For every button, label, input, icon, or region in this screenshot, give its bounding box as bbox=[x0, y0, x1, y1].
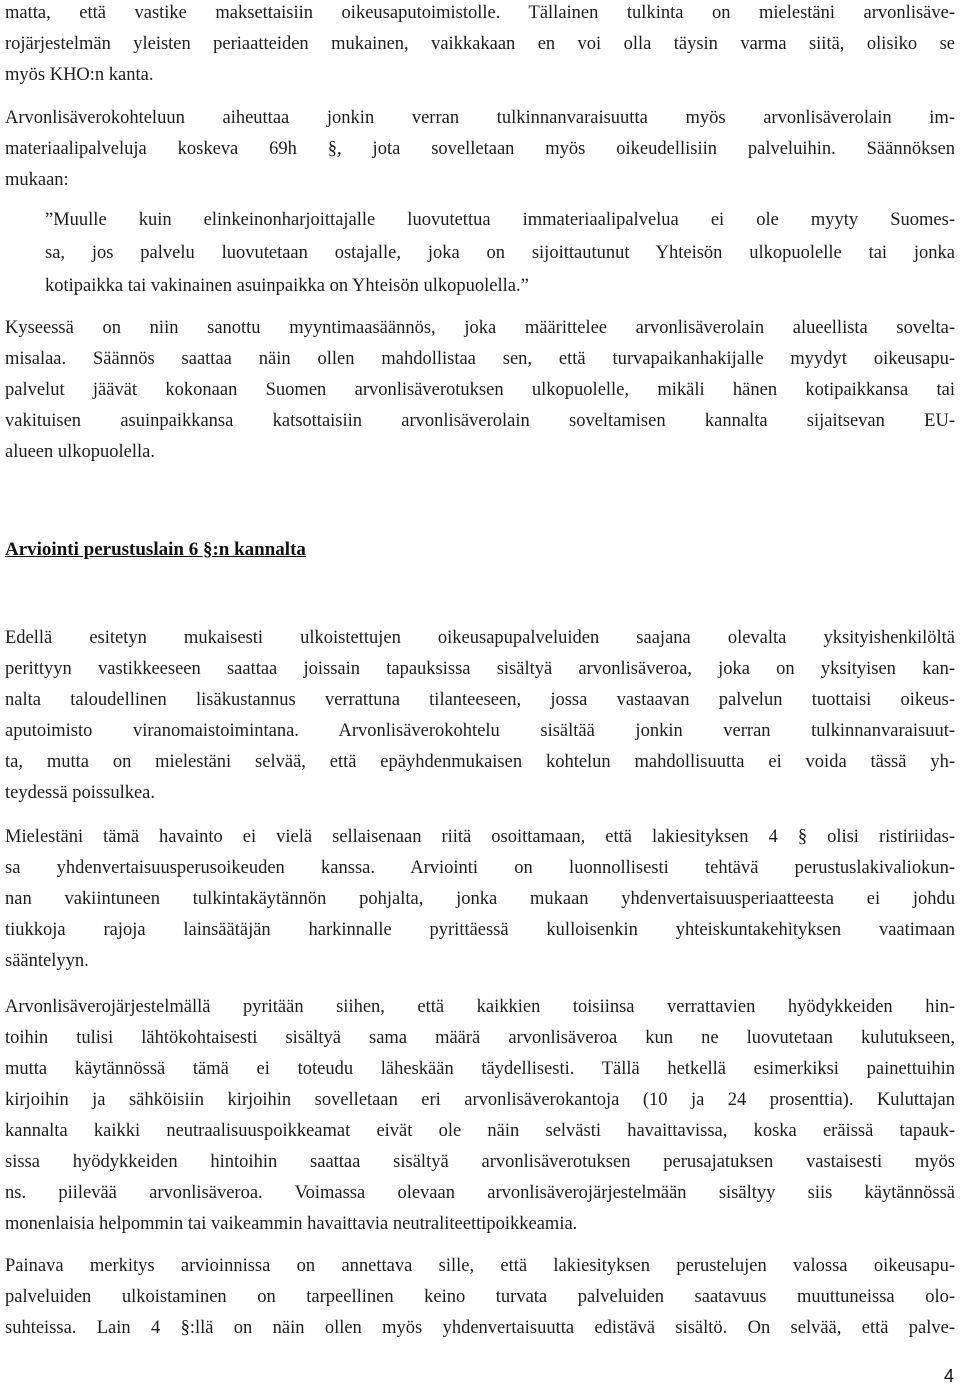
text-line: sa yhdenvertaisuusperusoikeuden kanssa. Arviointi on luonnollisesti tehtävä perustuslakivaliokun- bbox=[5, 858, 955, 878]
text-line: aputoimisto viranomaistoimintana. Arvonlisäverokohtelu sisältää jonkin verran tulkinnanvaraisuut- bbox=[5, 721, 955, 741]
text-line: rojärjestelmän yleisten periaatteiden mukainen, vaikkakaan en voi olla täysin varma siitä, olisiko se bbox=[5, 34, 955, 54]
paragraph-continued bbox=[5, 0, 955, 91]
text-line: palvelut jäävät kokonaan Suomen arvonlisäverotuksen ulkopuolelle, mikäli hänen kotipaikkansa tai bbox=[5, 380, 955, 400]
text-line: misalaa. Säännös saattaa näin ollen mahdollistaa sen, että turvapaikanhakijalle myydyt oikeusapu- bbox=[5, 349, 955, 369]
text-line: Edellä esitetyn mukaisesti ulkoistettujen oikeusapupalveluiden saajana olevalta yksityishenkilöltä bbox=[5, 628, 955, 648]
text-line: perittyyn vastikkeeseen saattaa joissain tapauksissa sisältyä arvonlisäveroa, joka on yksityisen kan- bbox=[5, 659, 955, 679]
text-line: suhteissa. Lain 4 §:llä on näin ollen myös yhdenvertaisuutta edistävä sisältö. On selvää, että palve- bbox=[5, 1318, 955, 1338]
quote-line: ”Muulle kuin elinkeinonharjoittajalle luovutettua immateriaalipalvelua ei ole myyty Suomes- bbox=[45, 210, 955, 230]
text-line: tiukkoja rajoja lainsäätäjän harkinnalle pyrittäessä kulloisenkin yhteiskuntakehityksen vaatimaan bbox=[5, 920, 955, 940]
text-line: Arvonlisäverokohteluun aiheuttaa jonkin verran tulkinnanvaraisuutta myös arvonlisäverolain im- bbox=[5, 108, 955, 128]
text-line: alueen ulkopuolella. bbox=[5, 442, 156, 462]
text-line: sääntelyyn. bbox=[5, 951, 89, 971]
text-line: vakituisen asuinpaikkansa katsottaisiin arvonlisäverolain soveltamisen kannalta sijaitsevan EU- bbox=[5, 411, 955, 431]
text-line: kirjoihin ja sähköisiin kirjoihin sovelletaan eri arvonlisäverokantoja (10 ja 24 prosenttia). Kuluttajan bbox=[5, 1090, 955, 1110]
text-line: Kyseessä on niin sanottu myyntimaasäännös, joka määrittelee arvonlisäverolain alueellista sovelta- bbox=[5, 318, 955, 338]
text-line: mukaan: bbox=[5, 170, 69, 190]
text-line: sissa hyödykkeiden hintoihin saattaa sisältyä arvonlisäverotuksen perusajatuksen vastaisesti myös bbox=[5, 1152, 955, 1172]
quote-line: kotipaikka tai vakinainen asuinpaikka on Yhteisön ulkopuolella.” bbox=[45, 276, 529, 296]
quote-line: sa, jos palvelu luovutetaan ostajalle, joka on sijoittautunut Yhteisön ulkopuolelle tai jonka bbox=[45, 243, 955, 263]
text-line: toihin tulisi lähtökohtaisesti sisältyä sama määrä arvonlisäveroa kun ne luovutetaan kulutukseen, bbox=[5, 1028, 955, 1048]
paragraph bbox=[5, 623, 955, 809]
text-line: nalta taloudellinen lisäkustannus verrattuna tilanteeseen, jossa vastaavan palvelun tuottaisi oikeus- bbox=[5, 690, 955, 710]
text-line: ns. piilevää arvonlisäveroa. Voimassa olevaan arvonlisäverojärjestelmään sisältyy siis käytännössä bbox=[5, 1183, 955, 1203]
text-line: Arvonlisäverojärjestelmällä pyritään siihen, että kaikkien toisiinsa verrattavien hyödykkeiden hin- bbox=[5, 997, 955, 1017]
paragraph bbox=[5, 313, 955, 468]
text-line: kannalta kaikki neutraalisuuspoikkeamat eivät ole näin selvästi havaittavissa, koska eräissä tapauk- bbox=[5, 1121, 955, 1141]
paragraph bbox=[5, 822, 955, 977]
text-line: mutta käytännössä tämä ei toteudu läheskään täydellisesti. Tällä hetkellä esimerkiksi painettuihin bbox=[5, 1059, 955, 1079]
page-number: 4 bbox=[943, 1366, 954, 1386]
text-line: matta, että vastike maksettaisiin oikeusaputoimistolle. Tällainen tulkinta on mielestäni arvonlisäve- bbox=[5, 3, 955, 23]
text-line: Mielestäni tämä havainto ei vielä sellaisenaan riitä osoittamaan, että lakiesityksen 4 § olisi ristiriidas- bbox=[5, 827, 955, 847]
text-line: myös KHO:n kanta. bbox=[5, 65, 154, 85]
paragraph bbox=[5, 1251, 955, 1344]
text-line: ta, mutta on mielestäni selvää, että epäyhdenmukaisen kohtelun mahdollisuutta ei voida tässä yh- bbox=[5, 752, 955, 772]
text-line: teydessä poissulkea. bbox=[5, 783, 156, 803]
text-line: nan vakiintuneen tulkintakäytännön pohjalta, jonka mukaan yhdenvertaisuusperiaatteesta ei johdu bbox=[5, 889, 955, 909]
text-line: materiaalipalveluja koskeva 69h §, jota sovelletaan myös oikeudellisiin palveluihin. Säännöksen bbox=[5, 139, 955, 159]
text-line: palveluiden ulkoistaminen on tarpeellinen keino turvata palveluiden saatavuus muuttuneissa olo- bbox=[5, 1287, 955, 1307]
paragraph bbox=[5, 103, 955, 196]
text-line: monenlaisia helpommin tai vaikeammin havaittavia neutraliteettipoikkeamia. bbox=[5, 1214, 578, 1234]
paragraph bbox=[5, 992, 955, 1240]
section-heading: Arviointi perustuslain 6 §:n kannalta bbox=[5, 539, 306, 560]
block-quote bbox=[45, 204, 955, 303]
text-line: Painava merkitys arvioinnissa on annettava sille, että lakiesityksen perustelujen valossa oikeusapu- bbox=[5, 1256, 955, 1276]
